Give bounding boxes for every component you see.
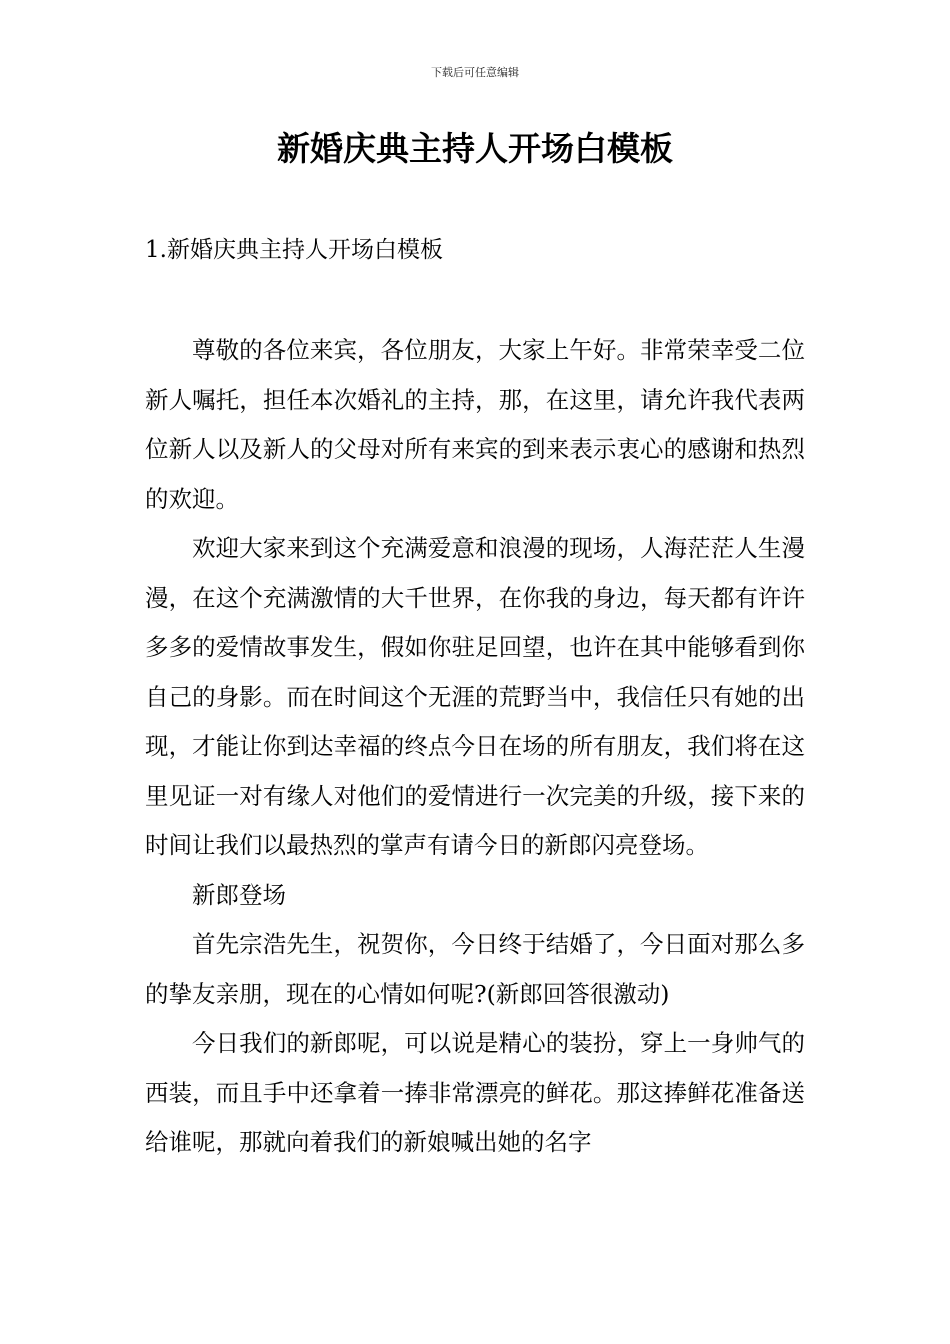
paragraph-groom-entrance: 新郎登场 — [192, 880, 286, 909]
paragraph-greeting: 尊敬的各位来宾，各位朋友，大家上午好。非常荣幸受二位新人嘱托，担任本次婚礼的主持，那，在这里，请允许我代表两位新人以及新人的父母对所有来宾的到来表示衷心的感谢和热烈的欢迎。 — [145, 336, 805, 513]
body-text — [145, 326, 805, 1168]
paragraph-congratulations: 首先宗浩先生，祝贺你，今日终于结婚了，今日面对那么多的挚友亲朋，现在的心情如何呢?(新郎回答很激动) — [145, 930, 805, 1008]
paragraph-groom-flowers: 今日我们的新郎呢，可以说是精心的装扮，穿上一身帅气的西装，而且手中还拿着一捧非常漂亮的鲜花。那这捧鲜花准备送给谁呢，那就向着我们的新娘喊出她的名字 — [145, 1029, 805, 1156]
section-heading: 1.新婚庆典主持人开场白模板 — [145, 237, 443, 263]
paragraph-welcome: 欢迎大家来到这个充满爱意和浪漫的现场，人海茫茫人生漫漫，在这个充满激情的大千世界，在你我的身边，每天都有许许多多的爱情故事发生，假如你驻足回望，也许在其中能够看到你自己的身影。而在时间这个无涯的荒野当中，我信任只有她的出现，才能让你到达幸福的终点今日在场的所有朋友，我们将在这里见证一对有缘人对他们的爱情进行一次完美的升级，接下来的时间让我们以最热烈的掌声有请今日的新郎闪亮登场。 — [145, 534, 805, 859]
document-title: 新婚庆典主持人开场白模板 — [277, 129, 673, 168]
header-note: 下载后可任意编辑 — [431, 66, 519, 79]
